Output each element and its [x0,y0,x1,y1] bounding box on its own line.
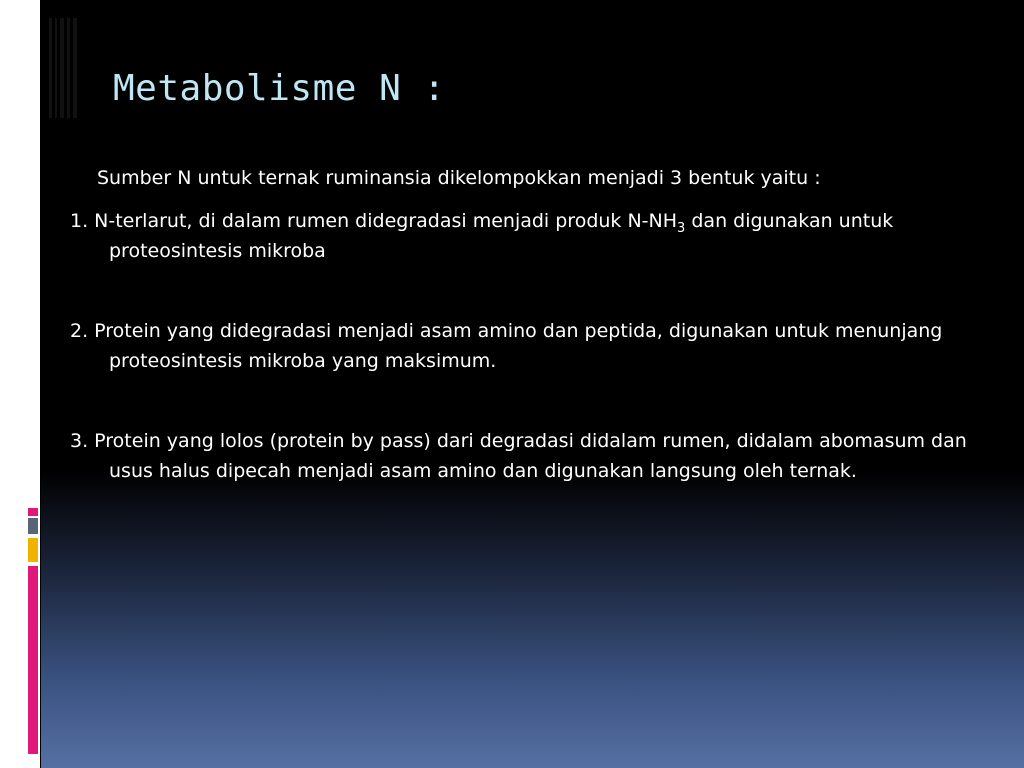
accent-bar-gray [28,518,38,534]
accent-bar-yellow [28,538,38,562]
title-deco-lines [49,18,79,118]
accent-bar-pink-top [28,508,38,516]
list-item-2: 2. Protein yang didegradasi menjadi asam amino dan peptida, digunakan untuk menunjang proteosintesis mikroba yang maksimum. [70,320,943,372]
slide-title: Metabolisme N : [113,68,446,109]
item-1-subscript: 3 [677,220,686,236]
item-1-text-start: 1. N-terlarut, di dalam rumen didegradasi menjadi produk N-NH [70,210,678,232]
list-item-1 [70,206,970,266]
intro-text: Sumber N untuk ternak ruminansia dikelompokkan menjadi 3 bentuk yaitu : [97,167,821,189]
item-1-text-end: dan digunakan untuk proteosintesis mikroba [109,210,894,262]
item-list [70,206,970,536]
list-item-3: 3. Protein yang lolos (protein by pass) dari degradasi didalam rumen, didalam abomasum dan usus halus dipecah menjadi asam amino dan digunakan langsung oleh ternak. [70,430,967,482]
accent-bar-pink-long [28,566,38,754]
